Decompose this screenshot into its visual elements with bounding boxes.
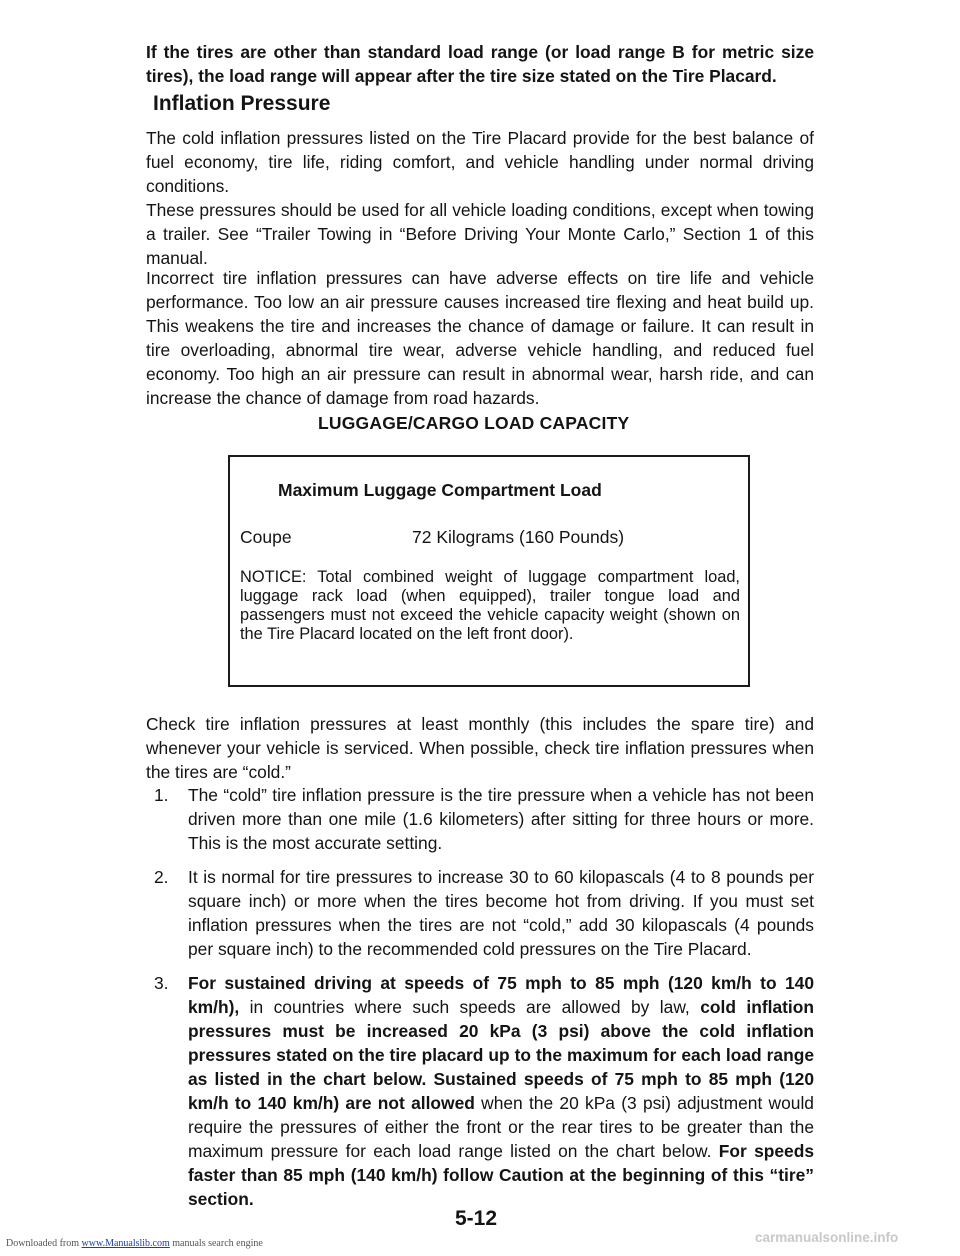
box-capacity: 72 Kilograms (160 Pounds) [412,527,625,547]
luggage-heading: LUGGAGE/CARGO LOAD CAPACITY [318,413,630,433]
list-item-number: 2. [154,867,169,887]
list-item [146,783,814,855]
paragraph-cold-pressures: The cold inflation pressures listed on the Tire Placard provide for the best balance of fuel economy, tire life, riding comfort, and vehicle handling under normal driving conditions. [146,128,814,196]
list-item-number: 1. [154,785,169,805]
list-item-bold-text: cold inflation pressures must be increased 20 kPa (3 psi) above the cold inflation pressures stated on the tire placard up to the maximum for each load range as listed in the chart below. Sustained speeds of 75 mph to 85 mph (120 km/h to 140 km/h) are not allowed [188,997,814,1113]
intro-paragraph: If the tires are other than standard load range (or load range B for metric size tires), the load range will appear after the tire size stated on the Tire Placard. [146,42,814,86]
list-item-text: in countries where such speeds are allowed by law, [239,997,701,1017]
paragraph-incorrect-pressure: Incorrect tire inflation pressures can have adverse effects on tire life and vehicle performance. Too low an air pressure causes increased tire flexing and heat build up. This weakens the tire and increases the chance of damage or failure. It can result in tire overloading, abnormal tire wear, adverse vehicle handling, and reduced fuel economy. Too high an air pressure can result in abnormal wear, harsh ride, and can increase the chance of damage from road hazards. [146,268,814,408]
box-title: Maximum Luggage Compartment Load [278,480,602,500]
inflation-steps-list [146,783,814,1211]
list-item [146,865,814,961]
list-item-number: 3. [154,973,169,993]
luggage-load-box [228,455,750,687]
list-item [146,971,814,1211]
list-item-text: when the 20 kPa (3 psi) adjustment would require the pressures of either the front or the rear tires to be greater than the maximum pressure for each load range listed on the chart below. [188,1093,814,1161]
footer-suffix: manuals search engine [169,1238,263,1249]
manualslib-link[interactable]: www.Manualslib.com [81,1238,170,1249]
list-item-bold-text: For sustained driving at speeds of 75 mph to 85 mph (120 km/h to 140 km/h), [188,973,814,1017]
section-heading: Inflation Pressure [153,92,331,115]
footer-prefix: Downloaded from [6,1238,82,1249]
list-item-text: The “cold” tire inflation pressure is the tire pressure when a vehicle has not been driven more than one mile (1.6 kilometers) after sitting for three hours or more. This is the most accurate setting. [188,785,814,853]
box-vehicle-type: Coupe [240,527,292,547]
box-notice: NOTICE: Total combined weight of luggage compartment load, luggage rack load (when equipped), trailer tongue load and passengers must not exceed the vehicle capacity weight (shown on the Tire Placard located on the left front door). [240,568,740,643]
list-item-text: It is normal for tire pressures to increase 30 to 60 kilopascals (4 to 8 pounds per square inch) or more when the tires become hot from driving. If you must set inflation pressures when the tires are not “cold,” add 30 kilopascals (4 pounds per square inch) to the recommended cold pressures on the Tire Placard. [188,867,814,959]
watermark: carmanualsonline.info [755,1230,899,1245]
list-item-bold-text: For speeds faster than 85 mph (140 km/h) follow Caution at the beginning of this “tire” section. [188,1141,815,1209]
page-number: 5-12 [455,1207,498,1230]
paragraph-loading-conditions: These pressures should be used for all vehicle loading conditions, except when towing a trailer. See “Trailer Towing in “Before Driving Your Monte Carlo,” Section 1 of this manual. [146,200,814,268]
download-footer [6,1232,263,1256]
paragraph-check-pressures: Check tire inflation pressures at least monthly (this includes the spare tire) and whenever your vehicle is serviced. When possible, check tire inflation pressures when the tires are “cold.” [146,714,814,782]
